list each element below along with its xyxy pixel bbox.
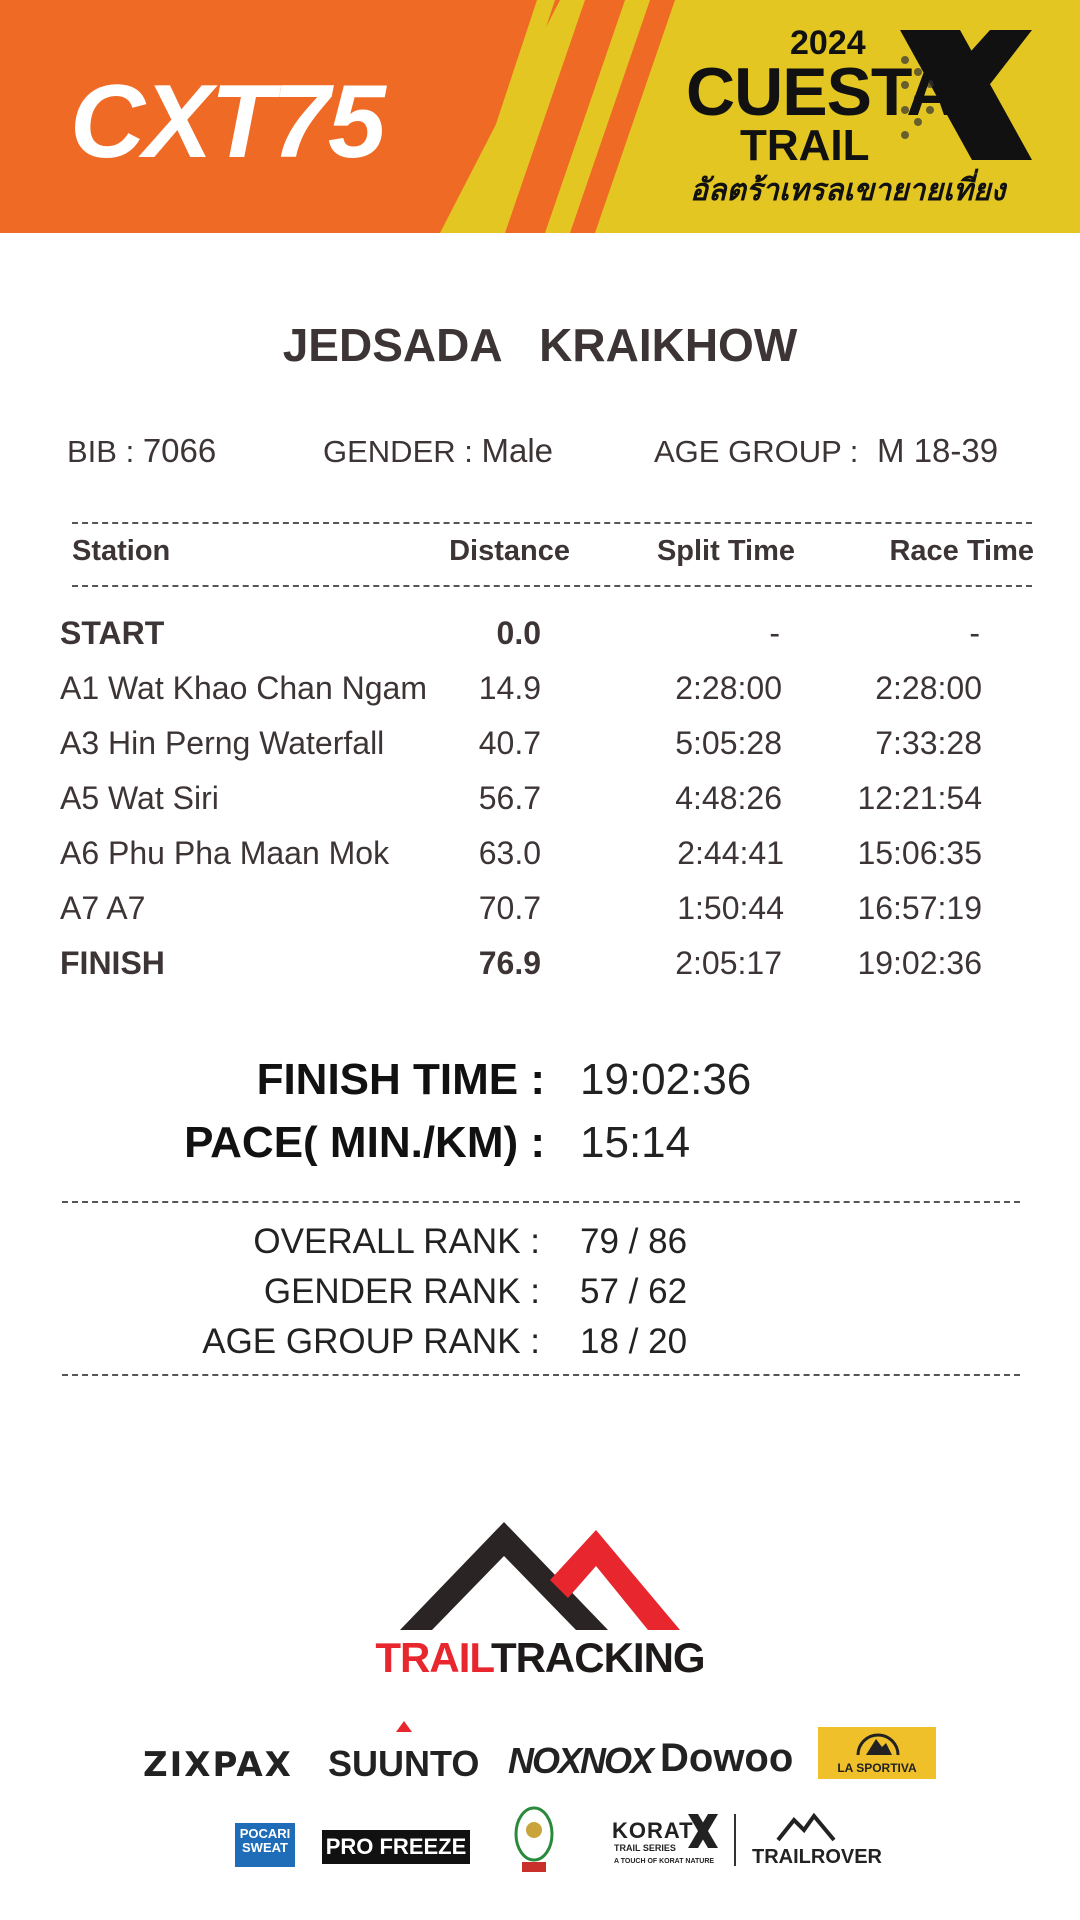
sponsor-la-sportiva [818,1727,936,1779]
sponsor-korat: KORAT [612,1818,694,1843]
sponsor-pro-freeze: PRO FREEZE [322,1830,470,1864]
split-value: 5:05:28 [675,725,782,761]
trailrover-mountain-icon [776,1812,836,1842]
distance-value: 76.9 [478,945,541,981]
distance-value: 63.0 [478,835,541,871]
distance-value: 14.9 [478,670,541,706]
korat-tagline: A TOUCH OF KORAT NATURE [614,1858,715,1865]
pace-value: 15:14 [580,1118,691,1167]
suunto-triangle-icon [396,1721,412,1732]
korat-series-label: TRAIL SERIES [614,1843,676,1853]
table-row [0,945,1080,1000]
age-group-label: AGE GROUP : [654,434,859,469]
government-seal-icon [512,1802,556,1876]
split-value: - [769,615,780,651]
gender-info [323,432,553,470]
race-value: 7:33:28 [875,725,982,761]
event-logo: CXT75 [70,64,384,180]
sponsor-noxnox: NOXNOX [508,1740,653,1781]
trailtracking-red: TRAIL [375,1634,491,1681]
divider [62,1374,1020,1376]
race-value: 2:28:00 [875,670,982,706]
divider [734,1814,736,1866]
race-value: 12:21:54 [857,780,982,816]
bib-info [67,432,216,470]
race-value: 19:02:36 [857,945,982,981]
age-group-rank-label: AGE GROUP RANK : [202,1322,540,1361]
table-row [0,670,1080,725]
race-value: - [969,615,980,651]
col-header-distance: Distance [449,535,570,567]
station-name: A7 A7 [60,890,146,926]
finish-time-value: 19:02:36 [580,1055,752,1104]
distance-value: 70.7 [478,890,541,926]
col-header-race: Race Time [889,535,1034,567]
table-row [0,890,1080,945]
trailtracking-logo [0,1634,1080,1682]
overall-rank-value: 79 / 86 [580,1222,688,1261]
divider [72,585,1032,587]
age-group-info [654,432,998,470]
gender-rank-value: 57 / 62 [580,1272,688,1311]
split-value: 1:50:44 [677,890,784,926]
brand-trail: TRAIL [740,121,870,170]
divider [72,522,1032,524]
age-group-rank-value: 18 / 20 [580,1322,688,1361]
split-value: 2:28:00 [675,670,782,706]
runner-name: JEDSADA KRAIKHOW [282,319,798,371]
sponsor-pocari-sweat: POCARI SWEAT [235,1823,295,1867]
col-header-split: Split Time [656,535,795,567]
sponsor-dowoo: Dowoo [660,1736,794,1780]
col-header-station: Station [72,535,171,567]
split-value: 2:44:41 [677,835,784,871]
sponsor-zixpax: ZIXPAX [143,1745,293,1785]
event-year: 2024 [790,24,866,62]
station-name: START [60,615,165,651]
la-sportiva-label: LA SPORTIVA [837,1761,917,1775]
la-sportiva-mountain-icon [856,1731,900,1757]
distance-value: 0.0 [496,615,541,651]
distance-value: 40.7 [478,725,541,761]
sponsor-suunto: SUUNTO [328,1743,480,1784]
gender-label: GENDER : [323,434,473,469]
korat-x-icon [688,1814,718,1848]
gender-value: Male [481,432,554,469]
station-name: A6 Phu Pha Maan Mok [60,835,390,871]
sponsor-trailrover: TRAILROVER [752,1846,882,1868]
bib-value: 7066 [142,432,217,469]
station-name: A1 Wat Khao Chan Ngam [60,670,427,706]
thai-tagline: อัลตร้าเทรลเขายายเที่ยง [690,174,1006,207]
split-value: 2:05:17 [675,945,782,981]
split-value: 4:48:26 [675,780,782,816]
age-group-value: M 18-39 [877,432,999,469]
table-row [0,615,1080,670]
overall-rank-label: OVERALL RANK : [253,1222,540,1261]
gender-rank-label: GENDER RANK : [263,1272,540,1311]
brand-cuesta: CUESTA [686,54,955,130]
station-name: A5 Wat Siri [60,780,219,816]
trailtracking-mountain-icon [400,1520,690,1635]
distance-value: 56.7 [478,780,541,816]
bib-label: BIB : [67,434,135,469]
table-row [0,725,1080,780]
station-name: A3 Hin Perng Waterfall [60,725,385,761]
pace-label: PACE( MIN./KM) : [184,1118,545,1167]
station-name: FINISH [60,945,165,981]
table-row [0,780,1080,835]
finish-time-label: FINISH TIME : [256,1055,545,1104]
event-banner [0,0,1080,233]
divider [62,1201,1020,1203]
trailtracking-black: TRACKING [490,1634,705,1681]
race-value: 16:57:19 [857,890,982,926]
table-row [0,835,1080,890]
race-value: 15:06:35 [857,835,982,871]
